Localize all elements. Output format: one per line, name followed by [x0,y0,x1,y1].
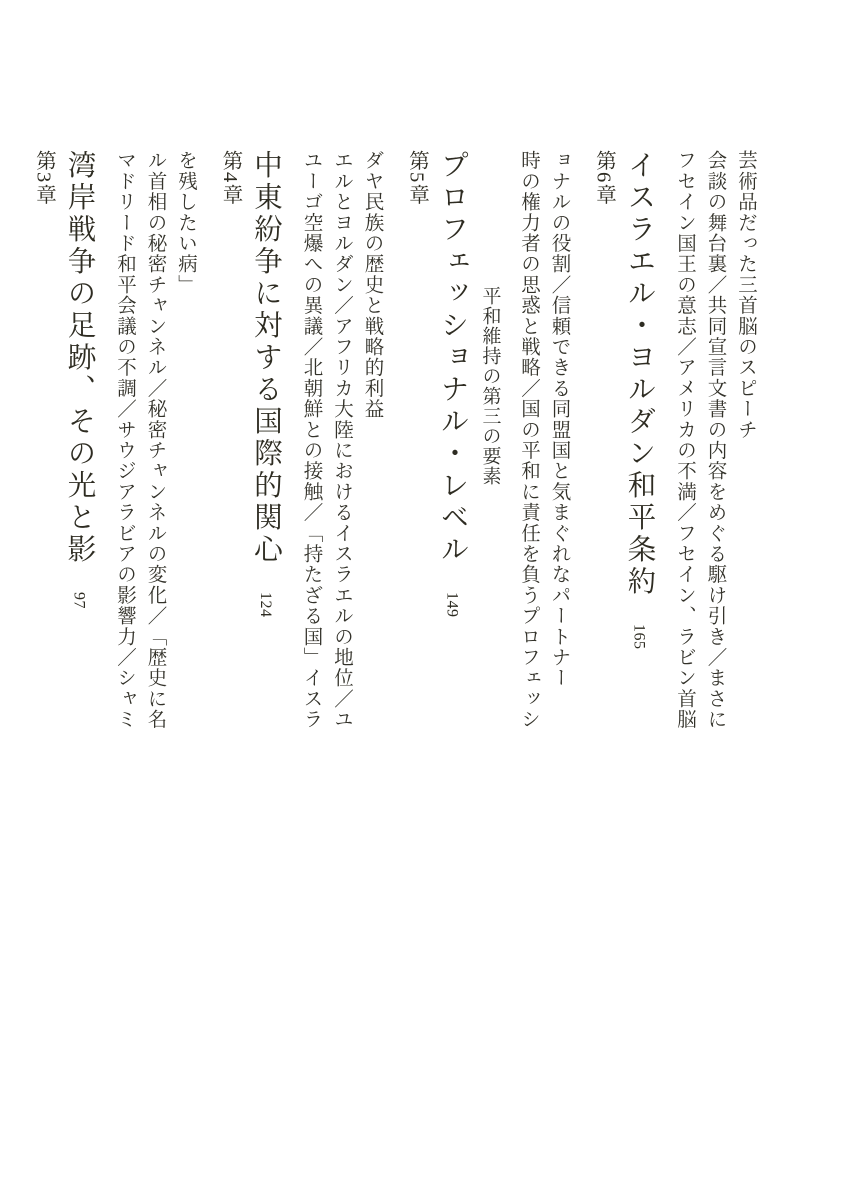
chapter-title-group [59,148,100,1158]
chapter-description-line: 芸術品だった三首脳のスピーチ [735,150,756,440]
chapter-title-group [619,148,660,1158]
chapter-description-line: ダヤ民族の歴史と戦略的利益 [361,150,383,420]
chapter-description-line: を残したい病」 [175,150,196,295]
chapter-description-line: ユーゴ空爆への異議／北朝鮮との接触／「持たざる国」イスラ [300,150,322,730]
chapter-page-number: 165 [630,624,648,650]
chapter-label: 第3章 [32,150,55,206]
chapter-title-text: プロフェッショナル・レベル [436,150,468,566]
chapter-title[interactable] [432,148,473,618]
chapter-description-line: エルとヨルダン／アフリカ大陸におけるイスラエルの地位／ユ [331,150,352,730]
chapter-title[interactable] [619,148,660,650]
toc-chapter-entry[interactable] [201,148,382,1158]
chapter-page-number: 149 [443,592,461,618]
chapter-page-number: 97 [70,592,88,609]
chapter-description [104,148,196,1158]
chapter-title[interactable] [245,148,286,618]
chapter-title-text: 中東紛争に対する国際的関心 [250,150,281,566]
chapter-label: 第5章 [405,150,428,206]
chapter-description-line: フセイン国王の意志／アメリカの不満／フセイン、ラビン首脳 [674,150,695,730]
toc-chapter-entry[interactable] [15,148,196,1158]
chapter-title-text: 湾岸戦争の足跡、その光と影 [63,150,95,566]
table-of-contents [9,148,756,1158]
chapter-title-text: イスラエル・ヨルダン和平条約 [623,150,655,598]
chapter-label: 第6章 [592,150,615,206]
chapter-description-line: マドリード和平会議の不調／サウジアラビアの影響力／シャミ [114,150,135,730]
chapter-title[interactable] [59,148,100,609]
chapter-description-line: 時の権力者の思惑と戦略／国の平和に責任を負うプロフェッシ [518,150,539,730]
chapter-description-line: ル首相の秘密チャンネル／秘密チャンネルの変化／「歴史に名 [144,150,166,730]
chapter-page-number: 124 [257,592,274,618]
chapter-label: 第4章 [219,150,241,206]
chapter-description [290,148,382,1158]
chapter-subtitle: 平和維持の第三の要素 [479,286,501,486]
chapter-title-group [245,148,286,1158]
toc-chapter-entry[interactable] [388,148,569,1158]
chapter-description-line: ョナルの役割／信頼できる同盟国と気まぐれなパートナー [548,150,570,689]
chapter-description [508,148,569,1158]
chapter-title-group [432,148,504,1158]
toc-chapter-entry[interactable] [575,148,756,1158]
chapter-description-line: 会談の舞台裏／共同宣言文書の内容をめぐる駆け引き／まさに [704,150,726,730]
chapter-description [664,148,756,1158]
